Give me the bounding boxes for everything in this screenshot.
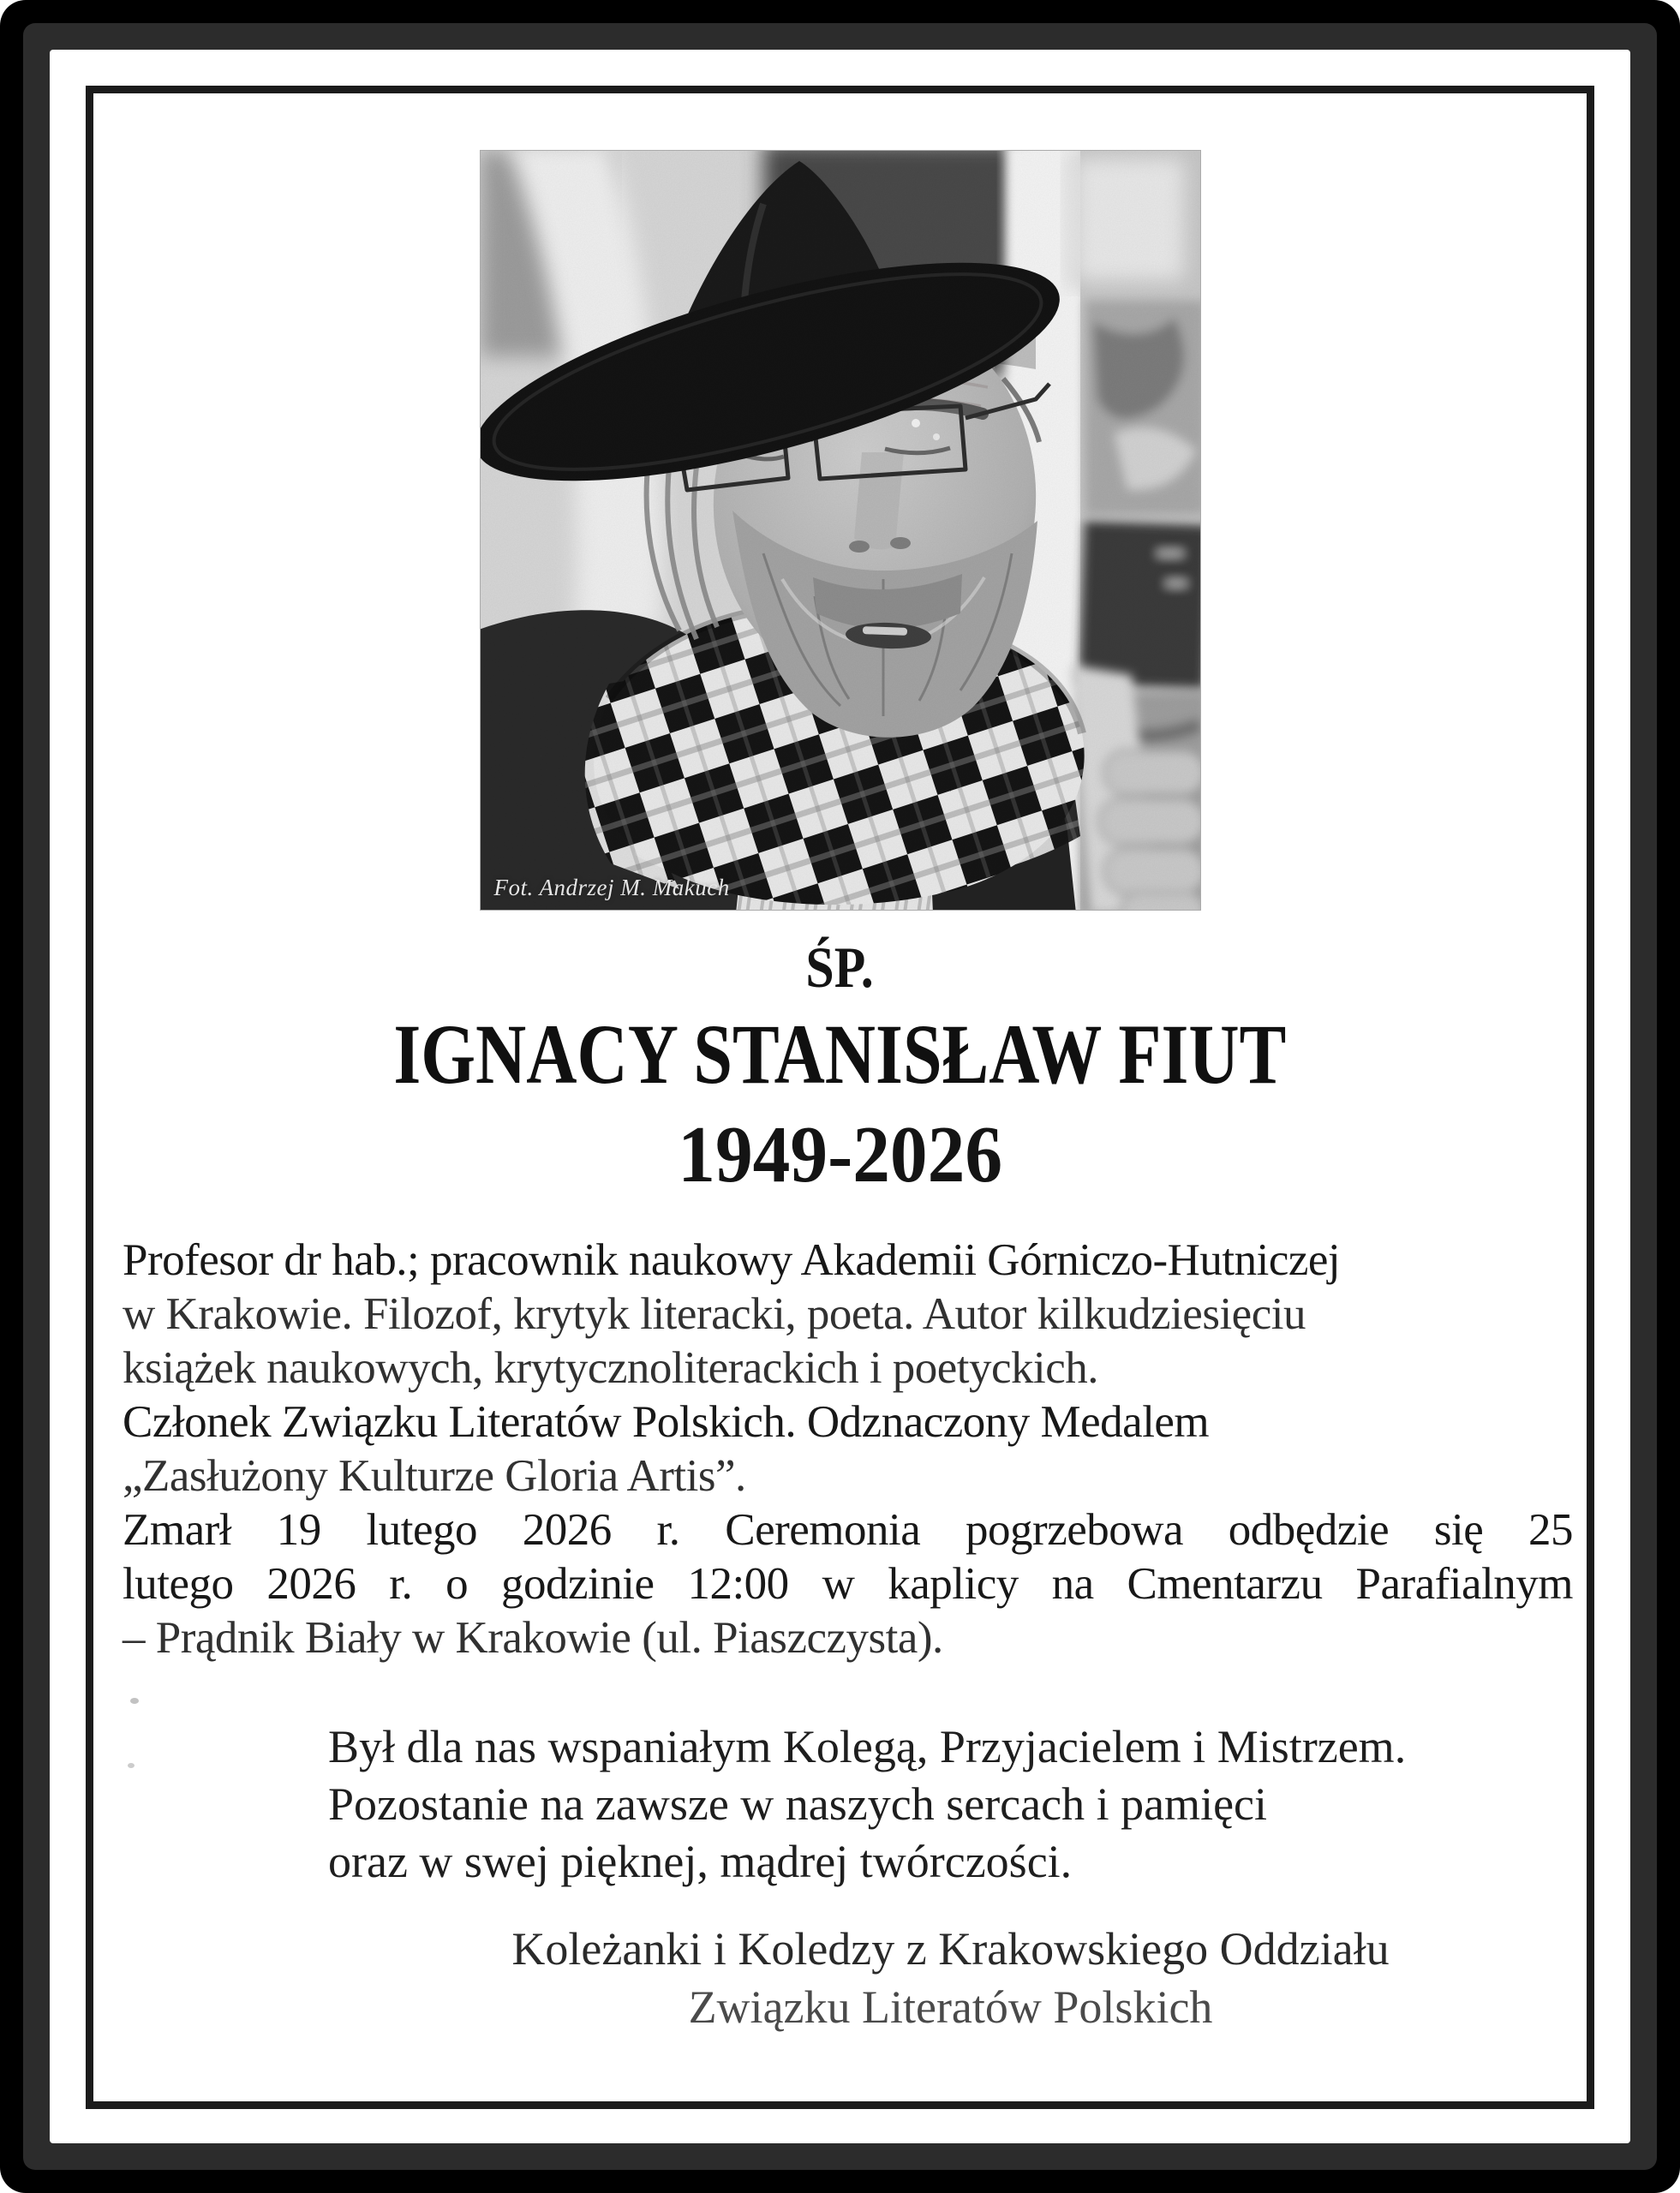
tribute-line: Pozostanie na zawsze w naszych sercach i pamięci xyxy=(328,1778,1268,1830)
bio-line: Członek Związku Literatów Polskich. Odznaczony Medalem xyxy=(123,1397,1210,1447)
signature-block xyxy=(328,1920,1573,2036)
tribute-line: oraz w swej pięknej, mądrej twórczości. xyxy=(328,1836,1073,1887)
bio-line: lutego 2026 r. o godzinie 12:00 w kaplicy na Cmentarzu Parafialnym xyxy=(123,1559,1573,1609)
memorial-content xyxy=(93,93,1587,2036)
portrait-illustration xyxy=(481,151,1200,910)
bio-line: w Krakowie. Filozof, krytyk literacki, poeta. Autor kilkudziesięciu xyxy=(123,1289,1306,1339)
bio-line: „Zasłużony Kulturze Gloria Artis”. xyxy=(123,1451,746,1501)
epitaph-abbreviation xyxy=(93,932,1587,1002)
life-years-text: 1949-2026 xyxy=(678,1110,1002,1199)
life-years xyxy=(93,1107,1587,1203)
signature-line: Koleżanki i Koledzy z Krakowskiego Oddziału xyxy=(511,1923,1390,1975)
tribute-paragraph xyxy=(93,1718,1587,1891)
bio-line: – Prądnik Biały w Krakowie (ul. Piaszczysta). xyxy=(123,1613,943,1663)
film-grain-overlay xyxy=(481,151,1200,910)
deceased-name-text: IGNACY STANISŁAW FIUT xyxy=(393,1007,1287,1102)
biography-paragraphs xyxy=(93,1234,1587,1665)
epitaph-text: ŚP. xyxy=(805,935,875,1000)
photo-credit-caption: Fot. Andrzej M. Makuch xyxy=(493,875,730,900)
bio-line: książek naukowych, krytycznoliterackich i poetyckich. xyxy=(123,1343,1099,1393)
tribute-line: Był dla nas wspaniałym Kolegą, Przyjacielem i Mistrzem. xyxy=(328,1721,1407,1772)
portrait-photo xyxy=(481,151,1200,910)
bio-line: Profesor dr hab.; pracownik naukowy Akademii Górniczo-Hutniczej xyxy=(123,1235,1341,1285)
deceased-name xyxy=(93,1004,1587,1105)
signature-line: Związku Literatów Polskich xyxy=(688,1981,1213,2033)
bio-line: Zmarł 19 lutego 2026 r. Ceremonia pogrzebowa odbędzie się 25 xyxy=(123,1505,1573,1555)
